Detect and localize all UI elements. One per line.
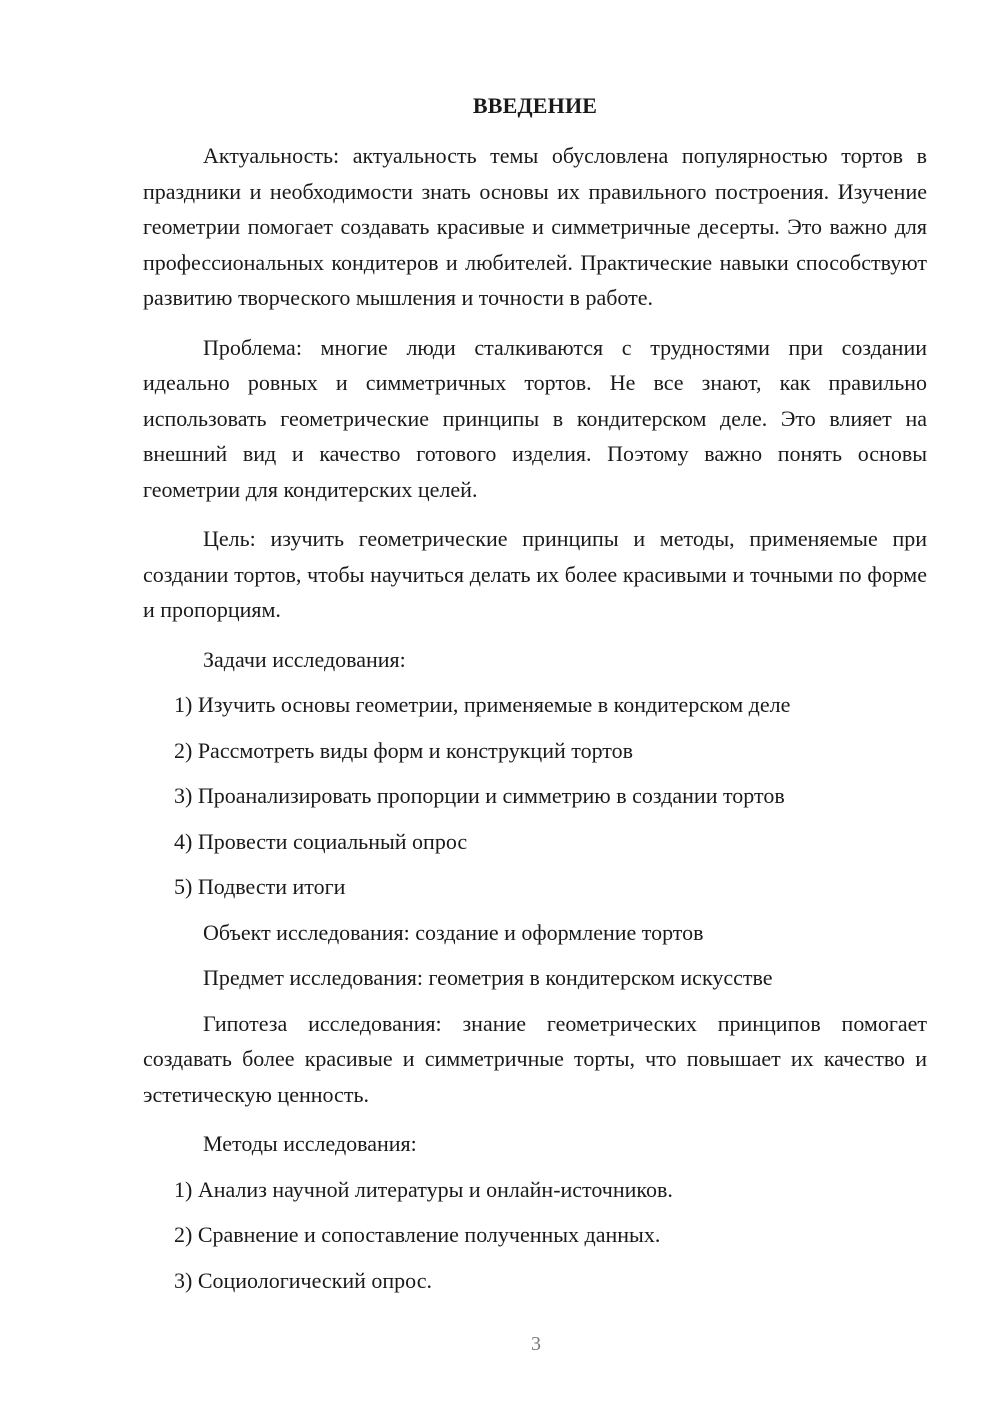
problem-paragraph: Проблема: многие люди сталкиваются с трудностями при создании идеально ровных и симметричных тортов. Не все знают, как правильно использовать геометрические принципы в кондитерском деле. Это влияет на внешний вид и качество готового изделия. Поэтому важно понять основы геометрии для кондитерских целей. [143,334,927,502]
methods-heading: Методы исследования: [203,1131,417,1156]
tasks-list [143,687,927,905]
list-item: 3) Социологический опрос. [174,1267,432,1293]
list-item: 1) Анализ научной литературы и онлайн-источников. [174,1176,673,1202]
document-page [143,92,927,1308]
list-item: 2) Рассмотреть виды форм и конструкций тортов [174,737,633,763]
hypothesis-paragraph: Гипотеза исследования: знание геометрических принципов помогает создавать более красивые и симметричные торты, что повышает их качество и эстетическую ценность. [143,1010,927,1107]
list-item: 3) Проанализировать пропорции и симметрию в создании тортов [174,783,785,808]
list-item: 2) Сравнение и сопоставление полученных данных. [174,1222,661,1247]
goal-paragraph: Цель: изучить геометрические принципы и методы, применяемые при создании тортов, чтобы научиться делать их более красивыми и точными по форме и пропорциям. [143,526,927,622]
relevance-paragraph: Актуальность: актуальность темы обусловлена популярностью тортов в праздники и необходимости знать основы их правильного построения. Изучение геометрии помогает создавать красивые и симметричные десерты. Это важно для профессиональных кондитеров и любителей. Практические навыки способствуют развитию творческого мышления и точности в работе. [143,143,927,310]
list-item: 1) Изучить основы геометрии, применяемые в кондитерском деле [174,692,791,717]
research-subject: Предмет исследования: геометрия в кондитерском искусстве [203,965,773,990]
page-number: 3 [531,1333,541,1355]
list-item: 5) Подвести итоги [174,874,346,899]
methods-list [143,1172,927,1299]
research-object: Объект исследования: создание и оформление тортов [203,919,704,945]
document-title: ВВЕДЕНИЕ [472,93,598,118]
tasks-heading: Задачи исследования: [203,646,406,672]
list-item: 4) Провести социальный опрос [174,828,468,854]
